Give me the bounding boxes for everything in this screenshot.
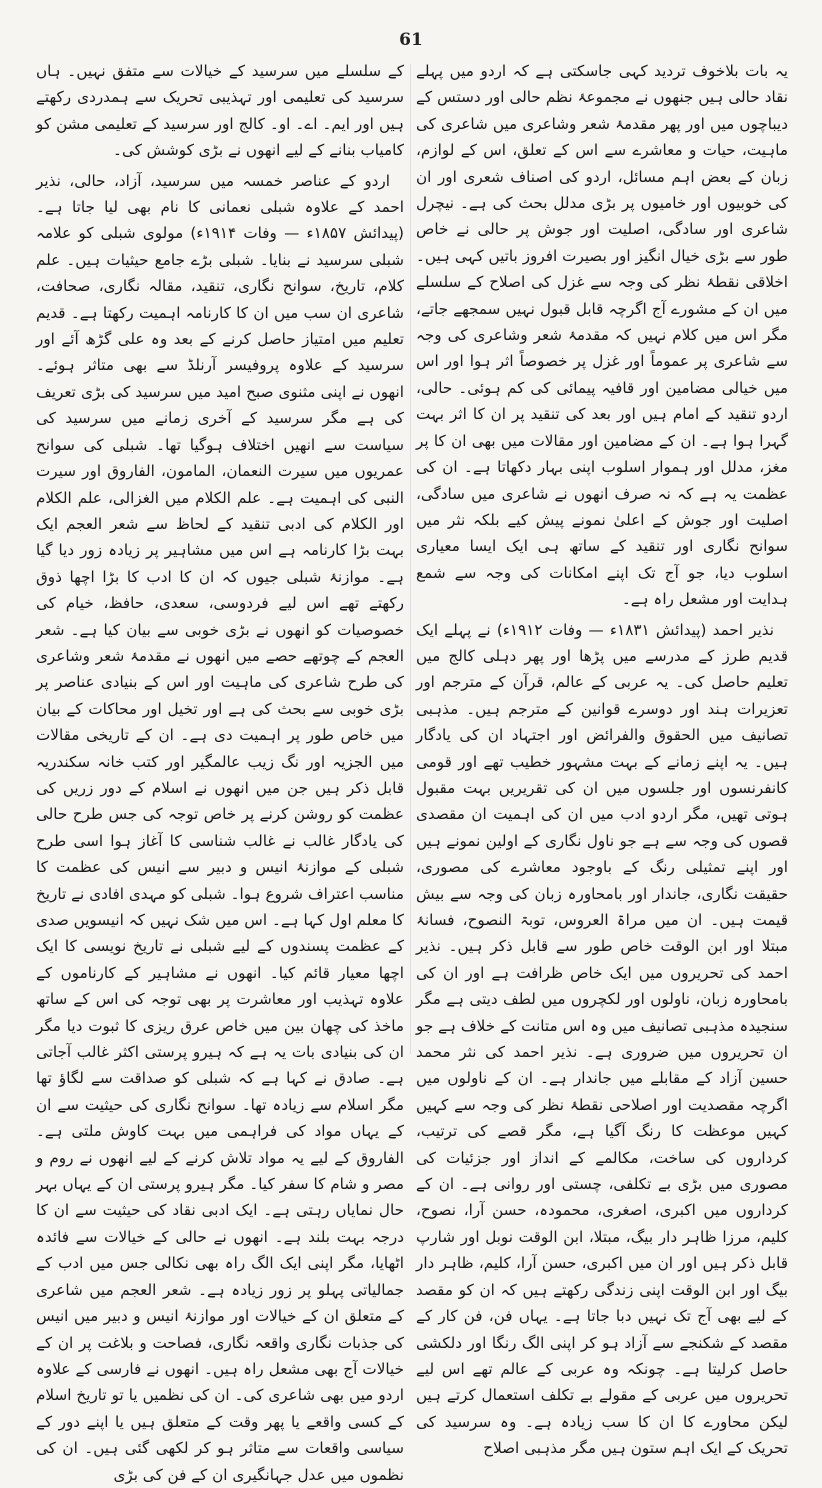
paragraph-nazir-ahmad-continued: کے سلسلے میں سرسید کے خیالات سے متفق نہیں۔ ہاں سرسید کی تعلیمی اور تہذیبی تحریک سے ہمدردی رکھتے ہیں اور ایم۔ اے۔ او۔ کالج اور سرسید کے تعلیمی مشن کو کامیاب بنانے کے لیے انھوں نے بڑی کوشش کی۔ [36,62,404,160]
right-column [416,58,788,1458]
column-gutter [410,64,411,1054]
page-number: 61 [399,30,423,50]
left-column [36,58,404,1484]
paragraph-shibli: اردو کے عناصر خمسہ میں سرسید، آزاد، حالی، نذیر احمد کے علاوہ شبلی نعمانی کا نام بھی لیا جاتا ہے۔ (پیدائش ۱۸۵۷ء — وفات ۱۹۱۴ء) مولوی شبلی کو علامہ شبلی سرسید نے بنایا۔ شبلی بڑے جامع حیثیات ہیں۔ علم کلام، تاریخ، سوانح نگاری، تنقید، مقالہ نگاری، صحافت، شاعری ان سب میں ان کا کارنامہ اہمیت رکھتا ہے۔ قدیم تعلیم میں امتیاز حاصل کرنے کے بعد وہ علی گڑھ آئے اور سرسید کے علاوہ پروفیسر آرنلڈ سے بھی متاثر ہوئے۔ انھوں نے اپنی مثنوی صبح امید میں سرسید کی بڑی تعریف کی ہے مگر سرسید کے آخری زمانے میں سرسید کی سیاست سے انھیں اختلاف ہوگیا تھا۔ شبلی کی سوانح عمریوں میں سیرت النعمان، المامون، الفاروق اور سیرت النبی کی اہمیت ہے۔ علم الکلام میں الغزالی، علم الکلام اور الکلام کی ادبی تنقید کے لحاظ سے شعر العجم ایک بہت بڑا کارنامہ ہے اس میں مشاہیر پر زیادہ زور دیا گیا ہے۔ موازنۂ شبلی جیوں کہ ان کا ادب کا بڑا اچھا ذوق رکھتے تھے اس لیے فردوسی، سعدی، حافظ، خیام کی خصوصیات کو انھوں نے بڑی خوبی سے بیان کیا ہے۔ شعر العجم کے چوتھے حصے میں انھوں نے مقدمۂ شعر وشاعری کی طرح شاعری کی ماہیت اور اس کے بنیادی عناصر پر بڑی خوبی سے بحث کی ہے اور تخیل اور محاکات کے بیان میں خاص طور پر اہمیت دی ہے۔ ان کے تاریخی مقالات میں الجزیہ اور نگ زیب عالمگیر اور کتب خانہ سکندریہ قابل ذکر ہیں جن میں انھوں نے اسلام کے دور زریں کی عظمت کو روشن کرنے پر خاص توجہ کی جس طرح حالی کی یادگار غالب نے غالب شناسی کا آغاز ہوا اسی طرح شبلی کے موازنۂ انیس و دبیر سے انیس کی عظمت کا مناسب اعتراف شروع ہوا۔ شبلی کو مہدی افادی نے تاریخ کا معلم اول کہا ہے۔ اس میں شک نہیں کہ انیسویں صدی کے عظمت پسندوں کے لیے شبلی نے تاریخ نویسی کا ایک اچھا معیار قائم کیا۔ انھوں نے مشاہیر کے کارناموں کے علاوہ تہذیب اور معاشرت پر بھی توجہ کی اس کے ساتھ ماخذ کی چھان بین میں خاص عرق ریزی کا ثبوت دیا مگر ان کی بنیادی بات یہ ہے کہ ہیرو پرستی اکثر غالب آجاتی ہے۔ صادق نے کہا ہے کہ شبلی کو صداقت سے لگاؤ تھا مگر اسلام سے زیادہ تھا۔ سوانح نگاری کی حیثیت سے ان کے یہاں مواد کی فراہمی میں بہت کاوش ملتی ہے۔ الفاروق کے لیے یہ مواد تلاش کرنے کے لیے انھوں نے روم و مصر و شام کا سفر کیا۔ مگر ہیرو پرستی ان کے یہاں بہر حال نمایاں رہتی ہے۔ ایک ادبی نقاد کی حیثیت سے ان کا درجہ بہت بلند ہے۔ انھوں نے حالی کے خیالات سے فائدہ اٹھایا، مگر اپنی ایک الگ راہ بھی نکالی جس میں ادب کے جمالیاتی پہلو پر زور زیادہ ہے۔ شعر العجم میں شاعری کے متعلق ان کے خیالات اور موازنۂ انیس و دبیر میں انیس کی جذبات نگاری واقعہ نگاری، فصاحت و بلاغت پر ان کے خیالات آج بھی مشعل راہ ہیں۔ انھوں نے فارسی کے علاوہ اردو میں بھی شاعری کی۔ ان کی نظمیں یا تو تاریخ اسلام کے کسی واقعے یا پھر وقت کے متعلق ہیں یا اپنے دور کے سیاسی واقعات سے متاثر ہو کر لکھی گئی ہیں۔ ان کی نظموں میں عدل جہانگیری ان کے فن کی بڑی [36,171,404,1484]
paragraph-nazir-ahmad: نذیر احمد (پیدائش ۱۸۳۱ء — وفات ۱۹۱۲ء) نے پہلے ایک قدیم طرز کے مدرسے میں پڑھا اور پھر دہلی کالج میں تعلیم حاصل کی۔ یہ عربی کے عالم، قرآن کے مترجم اور تعزیرات ہند اور دوسرے قوانین کے مترجم ہیں۔ مذہبی تصانیف میں الحقوق والفرائض اور اجتہاد ان کی یادگار ہیں۔ یہ اپنے زمانے کے بہت مشہور خطیب تھے اور قومی کانفرنسوں اور جلسوں میں ان کی تقریریں بہت مقبول ہوتی تھیں، مگر اردو ادب میں ان کی اہمیت ان مقصدی قصوں کی وجہ سے ہے جو ناول نگاری کے اولین نمونے ہیں اور اپنے تمثیلی رنگ کے باوجود معاشرے کی مصوری، حقیقت نگاری، جاندار اور بامحاورہ زبان کی وجہ سے بیش قیمت ہیں۔ ان میں مراۃ العروس، توبۃ النصوح، فسانۂ مبتلا اور ابن الوقت خاص طور سے قابل ذکر ہیں۔ نذیر احمد کی تحریروں میں ایک خاص ظرافت ہے اور ان کی بامحاورہ زبان، ناولوں اور لکچروں میں لطف دیتی ہے مگر سنجیدہ مذہبی تصانیف میں وہ اس متانت کے خلاف ہے جو ان تحریروں میں ضروری ہے۔ نذیر احمد کی نثر محمد حسین آزاد کے مقابلے میں جاندار ہے۔ ان کے ناولوں میں اگرچہ مقصدیت اور اصلاحی نقطۂ نظر کی وجہ سے کہیں کہیں موعظت کا رنگ آگیا ہے، مگر قصے کی ترتیب، کرداروں کی ساخت، مکالمے کے انداز اور جزئیات کی مصوری میں بڑی بے تکلفی، چستی اور روانی ہے۔ ان کے کرداروں میں اکبری، اصغری، محمودہ، حسن آرا، نصوح، کلیم، مرزا ظاہر دار بیگ، مبتلا، ابن الوقت نوبل اور شارپ قابل ذکر ہیں اور ان میں اکبری، حسن آرا، کلیم، ظاہر دار بیگ اور ابن الوقت اپنی زندگی رکھتے ہیں کہ ان کو مقصد کے لیے بھی آج تک نہیں دبا جاتا ہے۔ یہاں فن، فن کار کے مقصد کے شکنجے سے آزاد ہو کر اپنی الگ رنگا اور دلکشی حاصل کرلیتا ہے۔ چونکہ وہ عربی کے عالم تھے اس لیے تحریروں میں عربی کے مقولے بے تکلف استعمال کرتے ہیں لیکن محاورے کا ان کا سب زیادہ ہے۔ وہ سرسید کی تحریک کے ایک اہم ستون ہیں مگر مذہبی اصلاح [416,620,788,1458]
paragraph-hali: یہ بات بلاخوف تردید کہی جاسکتی ہے کہ اردو میں پہلے نقاد حالی ہیں جنھوں نے مجموعۂ نظم حالی اور دستس کے دیباچوں میں اور پھر مقدمۂ شعر وشاعری میں شاعری کی ماہیت، حیات و معاشرے سے اس کے تعلق، اس کے لوازم، زبان کے بعض اہم مسائل، اردو کی اصناف شعری اور ان کی خوبیوں اور خامیوں پر بڑی مدلل بحث کی ہے۔ نیچرل شاعری اور سادگی، اصلیت اور جوش پر حالی نے خاص طور سے بڑی خیال انگیز اور بصیرت افروز باتیں کہی ہیں۔ اخلاقی نقطۂ نظر کی وجہ سے غزل کی اصلاح کے سلسلے میں ان کے مشورے آج اگرچہ قابل قبول نہیں سمجھے جاتے، مگر اس میں کلام نہیں کہ مقدمۂ شعر وشاعری کی وجہ سے شاعری پر عموماً اور غزل پر خصوصاً اثر ہوا اور اس میں خیالی مضامین اور قافیہ پیمائی کی کم ہوئی۔ حالی، اردو تنقید کے امام ہیں اور بعد کی تنقید پر ان کا اثر بہت گہرا ہوا ہے۔ ان کے مضامین اور مقالات میں بھی ان کا پر مغز، مدلل اور ہموار اسلوب اپنی بہار دکھاتا ہے۔ ان کی عظمت یہ ہے کہ نہ صرف انھوں نے شاعری میں سادگی، اصلیت اور جوش کے اعلیٰ نمونے پیش کیے بلکہ نثر میں سوانح نگاری اور تنقید کے ساتھ ہی ایک ایسا معیاری اسلوب دیا، جو آج تک اپنے امکانات کی وجہ سے شمع ہدایت اور مشعل راہ ہے۔ [416,62,788,609]
